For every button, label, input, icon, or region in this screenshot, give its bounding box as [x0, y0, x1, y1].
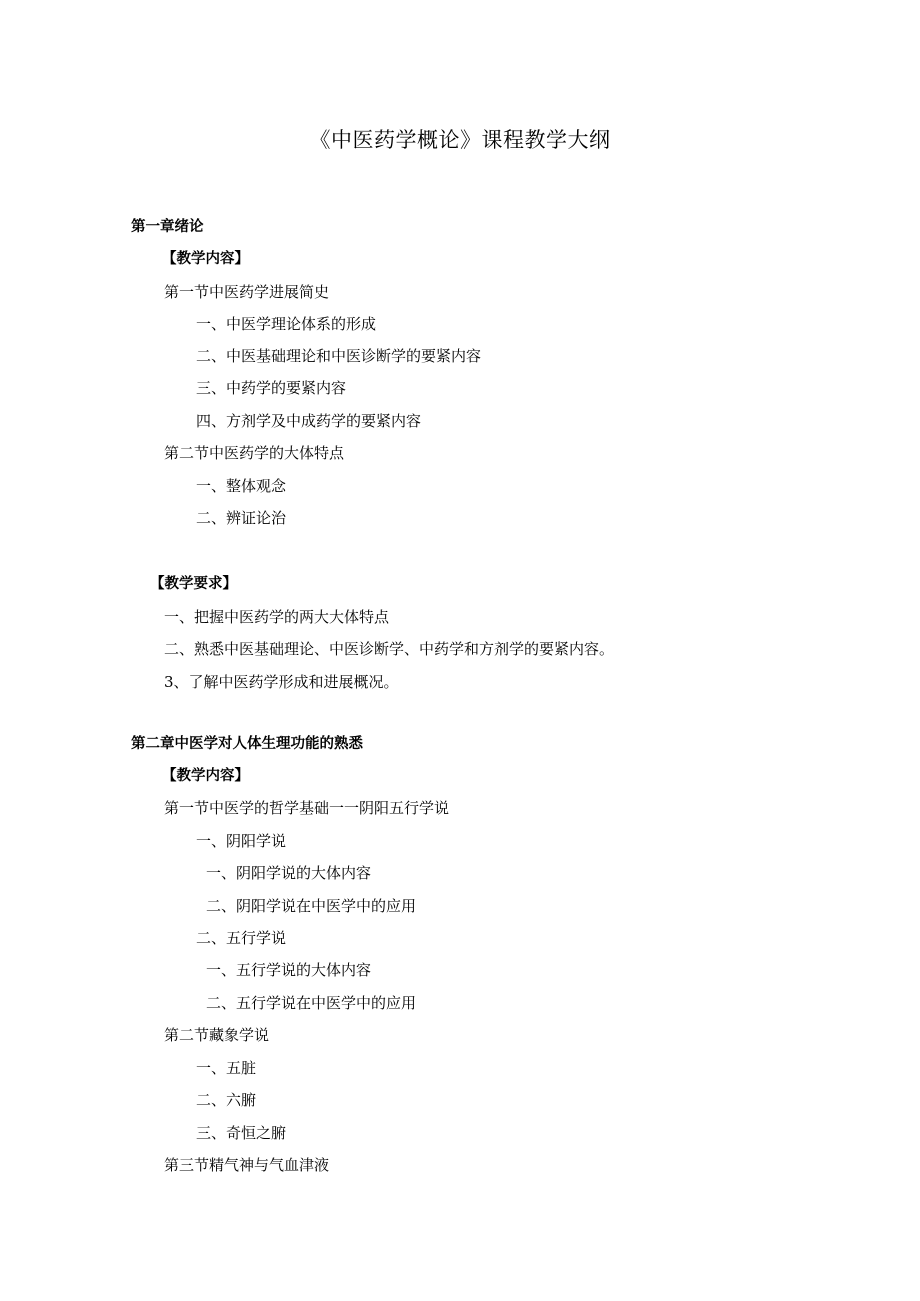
- chapter-1-content-label: 【教学内容】: [162, 251, 249, 267]
- chapter-2-wuxing-item: 一、五行学说的大体内容: [206, 961, 372, 979]
- chapter-1-section-1-item: 一、中医学理论体系的形成: [196, 315, 377, 333]
- chapter-2-section-3-title: 第三节精气神与气血津液: [164, 1156, 330, 1174]
- chapter-2-content-label: 【教学内容】: [162, 768, 249, 784]
- chapter-1-section-1-item: 四、方剂学及中成药学的要紧内容: [196, 412, 422, 430]
- chapter-2-yinyang-item: 一、阴阳学说的大体内容: [206, 864, 372, 882]
- chapter-2-wuxing-item: 二、五行学说在中医学中的应用: [206, 994, 417, 1012]
- chapter-1-section-2-item: 一、整体观念: [196, 477, 287, 495]
- chapter-2-wuxing-heading: 二、五行学说: [196, 929, 287, 947]
- chapter-2-section-2-item: 一、五脏: [196, 1059, 257, 1077]
- chapter-1-requirement: 3、了解中医药学形成和进展概况。: [164, 673, 399, 691]
- chapter-2-section-2-item: 二、六腑: [196, 1091, 257, 1109]
- chapter-2-section-2-item: 三、奇恒之腑: [196, 1124, 287, 1142]
- chapter-1-section-1-item: 二、中医基础理论和中医诊断学的要紧内容: [196, 347, 482, 365]
- chapter-2-section-1-title: 第一节中医学的哲学基础一一阴阳五行学说: [164, 799, 450, 817]
- chapter-2-section-2-title: 第二节藏象学说: [164, 1026, 270, 1044]
- chapter-1-heading: 第一章绪论: [131, 219, 204, 235]
- chapter-1-section-1-item: 三、中药学的要紧内容: [196, 379, 347, 397]
- chapter-1-section-1-title: 第一节中医药学进展简史: [164, 283, 330, 301]
- chapter-1-requirement: 二、熟悉中医基础理论、中医诊断学、中药学和方剂学的要紧内容。: [164, 640, 615, 658]
- chapter-2-yinyang-heading: 一、阴阳学说: [196, 832, 287, 850]
- chapter-2-yinyang-item: 二、阴阳学说在中医学中的应用: [206, 897, 417, 915]
- chapter-1-requirement: 一、把握中医药学的两大大体特点: [164, 608, 390, 626]
- chapter-1-section-2-title: 第二节中医药学的大体特点: [164, 444, 345, 462]
- document-title: 《中医药学概论》课程教学大纲: [309, 128, 611, 152]
- chapter-1-section-2-item: 二、辨证论治: [196, 509, 287, 527]
- chapter-1-requirements-label: 【教学要求】: [150, 576, 237, 592]
- chapter-2-heading: 第二章中医学对人体生理功能的熟悉: [131, 736, 363, 752]
